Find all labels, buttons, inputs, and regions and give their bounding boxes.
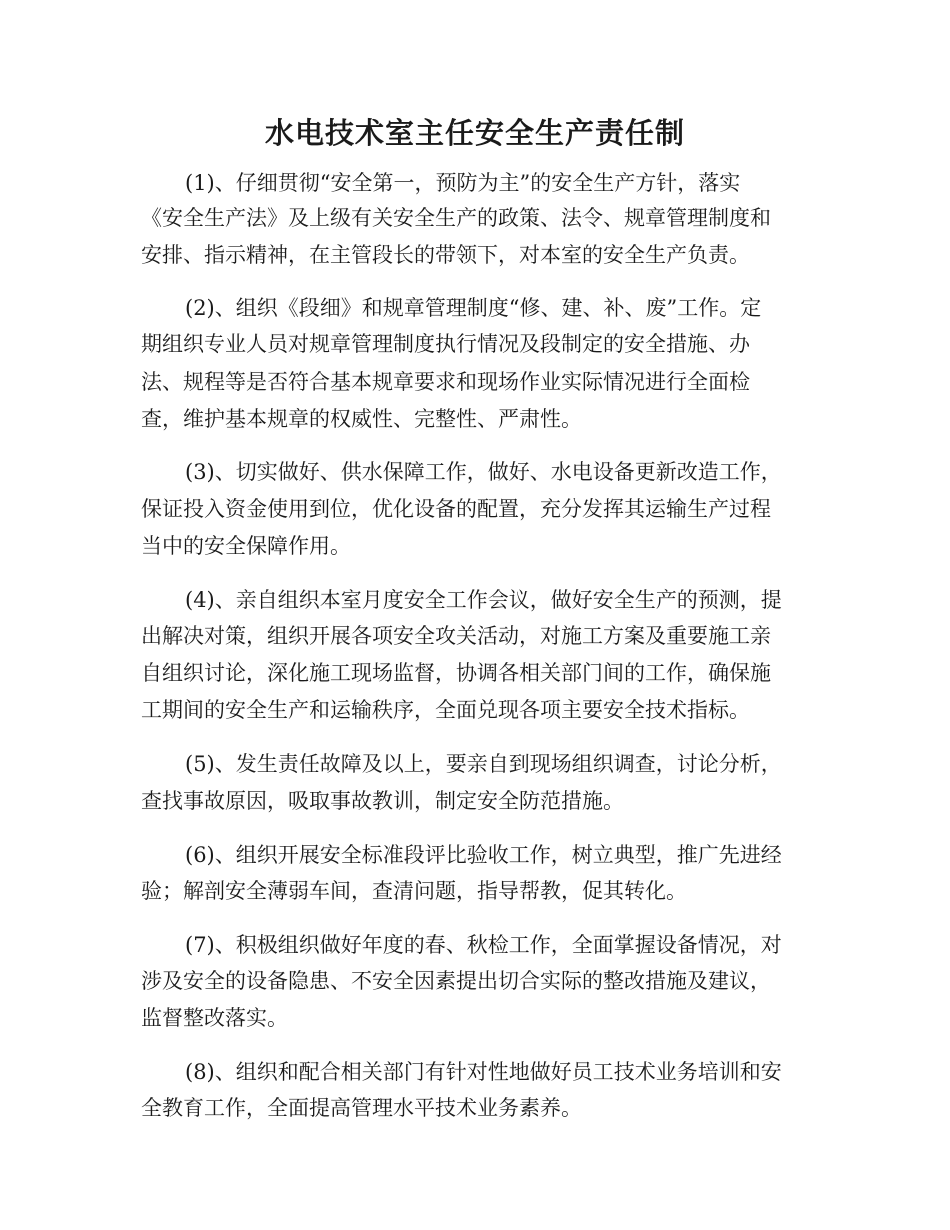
paragraph-1-line-2: 《安全生产法》及上级有关安全生产的政策、法令、规章管理制度和 <box>141 206 771 230</box>
paragraph-3-line-3: 当中的安全保障作用。 <box>141 534 351 558</box>
paragraph-2-line-4: 查，维护基本规章的权威性、完整性、严肃性。 <box>141 407 582 431</box>
paragraph-2-line-2: 期组织专业人员对规章管理制度执行情况及段制定的安全措施、办 <box>141 332 750 356</box>
paragraph-7-line-3: 监督整改落实。 <box>141 1006 288 1030</box>
paragraph-6-line-2: 验；解剖安全薄弱车间，查清问题，指导帮教，促其转化。 <box>141 879 687 903</box>
paragraph-4-line-3: 自组织讨论，深化施工现场监督，协调各相关部门间的工作，确保施 <box>141 661 771 685</box>
paragraph-1-line-3: 安排、指示精神，在主管段长的带领下，对本室的安全生产负责。 <box>141 243 750 267</box>
paragraph-1-line-1: (1)、仔细贯彻“安全第一，预防为主”的安全生产方针，落实 <box>185 171 741 195</box>
paragraph-5-line-2: 查找事故原因，吸取事故教训，制定安全防范措施。 <box>141 789 624 813</box>
paragraph-4-line-2: 出解决对策，组织开展各项安全攻关活动，对施工方案及重要施工亲 <box>141 624 771 648</box>
paragraph-2-line-3: 法、规程等是否符合基本规章要求和现场作业实际情况进行全面检 <box>141 370 750 394</box>
paragraph-4-line-4: 工期间的安全生产和运输秩序，全面兑现各项主要安全技术指标。 <box>141 698 750 722</box>
paragraph-3-line-1: (3)、切实做好、供水保障工作，做好、水电设备更新改造工作， <box>185 460 782 484</box>
paragraph-8-line-1: (8)、组织和配合相关部门有针对性地做好员工技术业务培训和安 <box>185 1060 782 1084</box>
paragraph-5-line-1: (5)、发生责任故障及以上，要亲自到现场组织调查，讨论分析， <box>185 752 782 776</box>
paragraph-2-line-1: (2)、组织《段细》和规章管理制度“修、建、补、废”工作。定 <box>185 296 762 320</box>
paragraph-7-line-1: (7)、积极组织做好年度的春、秋检工作，全面掌握设备情况，对 <box>185 933 782 957</box>
paragraph-7-line-2: 涉及安全的设备隐患、不安全因素提出切合实际的整改措施及建议， <box>141 969 771 993</box>
paragraph-4-line-1: (4)、亲自组织本室月度安全工作会议，做好安全生产的预测，提 <box>185 588 782 612</box>
paragraph-3-line-2: 保证投入资金使用到位，优化设备的配置，充分发挥其运输生产过程 <box>141 497 771 521</box>
document-title: 水电技术室主任安全生产责任制 <box>264 116 685 150</box>
paragraph-8-line-2: 全教育工作，全面提高管理水平技术业务素养。 <box>141 1096 582 1120</box>
paragraph-6-line-1: (6)、组织开展安全标准段评比验收工作，树立典型，推广先进经 <box>185 843 782 867</box>
